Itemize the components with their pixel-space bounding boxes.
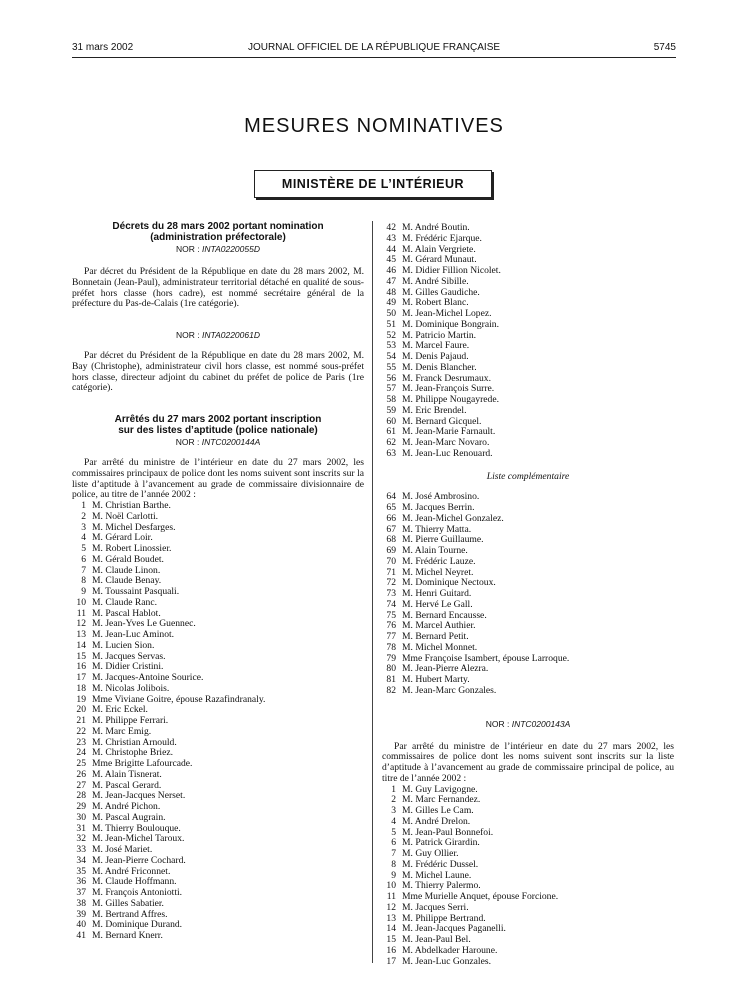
- list-item-number: 43: [386, 232, 396, 244]
- list-item-name: M. Bernard Gicquel.: [402, 415, 482, 427]
- list-item: [382, 946, 674, 957]
- list-item-number: 15: [386, 934, 396, 945]
- list-item-name: M. André Sibille.: [402, 275, 469, 287]
- list-item-number: 20: [76, 704, 86, 716]
- list-item-number: 13: [386, 912, 396, 924]
- list-item-number: 54: [386, 351, 396, 362]
- list-item-name: M. Claude Benay.: [92, 575, 162, 587]
- list-item: [382, 363, 674, 374]
- list-item-number: 34: [76, 854, 86, 866]
- list-item-number: 70: [386, 555, 396, 567]
- list-item-name: M. Robert Linossier.: [92, 543, 172, 554]
- header-journal-title: JOURNAL OFFICIEL DE LA RÉPUBLIQUE FRANÇAISE: [247, 42, 501, 53]
- list-item-number: 47: [386, 275, 396, 287]
- list-item-name: M. Jean-Pierre Cochard.: [92, 854, 186, 866]
- list-item-name: M. Dominique Durand.: [92, 919, 183, 931]
- list-item-name: M. Jean-Jacques Paganelli.: [402, 923, 506, 935]
- list-item-name: M. Jean-Paul Bel.: [402, 934, 471, 945]
- list-item-number: 26: [76, 768, 86, 780]
- list-item-name: M. Christophe Briez.: [92, 747, 174, 759]
- list-item-name: M. Michel Monnet.: [402, 641, 478, 653]
- list-item-name: M. Gérard Munaut.: [402, 254, 477, 266]
- list-item-name: M. Dominique Nectoux.: [402, 577, 496, 589]
- list-item-number: 6: [391, 837, 396, 849]
- list-item-number: 6: [81, 553, 86, 565]
- list-item-name: M. Gilles Le Cam.: [402, 805, 474, 816]
- list-item: [382, 449, 674, 460]
- list-item-name: M. Christian Barthe.: [92, 500, 171, 511]
- list-item: [382, 860, 674, 871]
- list-item-name: M. Jean-Marie Farnault.: [402, 426, 496, 438]
- list-item: [382, 406, 674, 417]
- list-item-name: M. Jacques-Antoine Sourice.: [92, 672, 204, 683]
- list-item-name: M. André Pichon.: [92, 801, 161, 812]
- page-title: MESURES NOMINATIVES: [244, 115, 504, 137]
- list-item-name: M. Philippe Nougayrede.: [402, 394, 499, 405]
- nor-reference: [72, 330, 364, 341]
- list-item-name: M. Frédéric Ejarque.: [402, 232, 482, 244]
- list-item-number: 63: [386, 447, 396, 459]
- list-item-number: 31: [76, 822, 86, 834]
- list-item-name: M. Bernard Petit.: [402, 631, 469, 642]
- list-item-name: M. Jean-Michel Gonzalez.: [402, 512, 504, 524]
- list-item-number: 29: [76, 801, 86, 812]
- nor-label: NOR :: [176, 330, 200, 340]
- list-item-name: M. Marc Emig.: [92, 725, 152, 737]
- list-item-name: M. Gilles Sabatier.: [92, 897, 164, 909]
- list-item-number: 15: [76, 650, 86, 662]
- list-item-number: 45: [386, 254, 396, 266]
- list-item: [72, 899, 364, 910]
- list-item-name: M. Jean-Paul Bonnefoi.: [402, 826, 494, 838]
- list-item-number: 44: [386, 243, 396, 255]
- section-title: Décrets du 28 mars 2002 portant nomination: [112, 221, 324, 232]
- list-item-name: M. André Friconnet.: [92, 865, 171, 877]
- list-item-name: M. Michel Laune.: [402, 869, 472, 881]
- list-item-number: 66: [386, 512, 396, 524]
- list-item-name: M. Robert Blanc.: [402, 297, 469, 309]
- list-item-name: M. Denis Pajaud.: [402, 351, 469, 362]
- list-item-number: 2: [81, 510, 86, 522]
- list-item-number: 36: [76, 876, 86, 888]
- nor-code: INTC0200144A: [201, 437, 261, 447]
- section-title: Arrêtés du 27 mars 2002 portant inscription: [114, 414, 322, 425]
- header-date: 31 mars 2002: [72, 42, 134, 53]
- list-item-name: Mme Viviane Goitre, épouse Razafindranaly.: [92, 693, 266, 705]
- list-item-number: 3: [391, 805, 396, 816]
- list-item-number: 61: [386, 426, 396, 438]
- list-item: [382, 320, 674, 331]
- list-item-number: 76: [386, 620, 396, 632]
- list-item-number: 40: [76, 919, 86, 931]
- list-item-number: 74: [386, 598, 396, 610]
- nor-label: NOR :: [176, 244, 200, 254]
- nor-reference: [382, 719, 674, 730]
- list-item-name: M. Claude Hoffmann.: [92, 876, 177, 888]
- list-item-name: M. Nicolas Jolibois.: [92, 682, 170, 694]
- list-item-name: M. Christian Arnould.: [92, 736, 177, 748]
- list-item-name: M. Franck Desrumaux.: [402, 372, 491, 384]
- section-title-line-2: sur des listes d’aptitude (police nationale): [118, 425, 318, 436]
- list-item-number: 75: [386, 609, 396, 621]
- list-item-name: M. Jean-Luc Renouard.: [402, 447, 493, 459]
- list-item-name: M. Thierry Matta.: [402, 523, 472, 535]
- running-header: [72, 42, 676, 56]
- nor-code: INTA0220055D: [202, 244, 260, 254]
- list-item-name: M. Hervé Le Gall.: [402, 598, 473, 610]
- list-item-number: 10: [76, 596, 86, 608]
- list-item-name: Mme Brigitte Lafourcade.: [92, 758, 193, 769]
- list-item-name: M. Alain Vergriete.: [402, 243, 476, 255]
- list-item-name: M. Jean-François Surre.: [402, 383, 495, 395]
- list-item-number: 3: [81, 521, 86, 533]
- list-item-name: M. Alain Tourne.: [402, 545, 468, 556]
- right-column: [382, 223, 674, 967]
- list-item-name: M. Lucien Sion.: [92, 639, 155, 651]
- list-item-name: M. Pierre Guillaume.: [402, 534, 484, 546]
- list-item-name: M. Thierry Palermo.: [402, 880, 481, 892]
- list-item-name: M. André Boutin.: [402, 222, 470, 233]
- list-item-name: M. Pascal Gerard.: [92, 779, 162, 791]
- list-item-name: M. José Ambrosino.: [402, 491, 480, 503]
- list-item-name: M. Jean-Jacques Nerset.: [92, 790, 186, 802]
- list-item-number: 8: [81, 575, 86, 587]
- list-item-number: 71: [386, 566, 396, 578]
- ministry-box: MINISTÈRE DE L’INTÉRIEUR: [254, 170, 492, 198]
- list-item-number: 60: [386, 415, 396, 427]
- list-item-name: Mme Murielle Anquet, épouse Forcione.: [402, 891, 559, 902]
- list-item-number: 73: [386, 588, 396, 599]
- list-item: [72, 684, 364, 695]
- arrete-paragraph: Par arrêté du ministre de l’intérieur en date du 27 mars 2002, les commissaires de police dont les noms suivent sont inscrits sur la liste d’aptitude à l’avancement au grade de commissaire principal de police, au titre de l’année 2002 :: [382, 740, 674, 784]
- list-item-number: 1: [391, 783, 396, 795]
- section-title-line-2: (administration préfectorale): [150, 232, 286, 243]
- list-item-name: M. Henri Guitard.: [402, 588, 472, 599]
- list-item-number: 10: [386, 880, 396, 892]
- list-item-number: 67: [386, 523, 396, 535]
- list-item-number: 42: [386, 222, 396, 233]
- list-item-number: 59: [386, 404, 396, 416]
- nor-reference: [72, 437, 364, 448]
- list-item-name: M. Toussaint Pasquali.: [92, 586, 180, 597]
- list-item-number: 37: [76, 887, 86, 898]
- list-item-name: M. Pascal Hablot.: [92, 607, 161, 619]
- list-item-name: M. Patricio Martin.: [402, 329, 477, 341]
- list-item-name: M. André Drelon.: [402, 815, 471, 827]
- list-item-number: 81: [386, 674, 396, 685]
- list-item: [382, 903, 674, 914]
- aptitude-list: [72, 501, 364, 942]
- list-item-number: 17: [76, 672, 86, 683]
- nor-code: INTA0220061D: [202, 330, 260, 340]
- list-item-number: 24: [76, 747, 86, 759]
- list-item-number: 48: [386, 286, 396, 298]
- list-item-number: 23: [76, 736, 86, 748]
- header-page-number: 5745: [653, 42, 676, 53]
- list-item-number: 9: [391, 869, 396, 881]
- nor-reference: [72, 244, 364, 255]
- list-item-name: M. Jean-Michel Lopez.: [402, 308, 492, 319]
- list-item-number: 4: [81, 532, 86, 544]
- list-item-name: M. Bertrand Affres.: [92, 908, 168, 920]
- arrete-paragraph: Par arrêté du ministre de l’intérieur en date du 27 mars 2002, les commissaires principaux de police dont les noms suivent sont inscrits sur la liste d’aptitude à l’avancement au grade de commissaire divisionnaire de police, au titre de l’année 2002 :: [72, 457, 364, 501]
- nor-label: NOR :: [175, 437, 200, 447]
- left-column: [72, 221, 364, 942]
- list-item-number: 78: [386, 641, 396, 653]
- list-item-name: M. Bernard Encausse.: [402, 609, 487, 621]
- list-item-number: 82: [386, 684, 396, 696]
- list-item-number: 4: [391, 815, 396, 827]
- list-item-number: 46: [386, 265, 396, 276]
- list-item: [72, 512, 364, 523]
- complementary-list: [382, 492, 674, 696]
- list-item: [72, 641, 364, 652]
- header-rule: [72, 57, 676, 58]
- list-item-name: M. Noël Carlotti.: [92, 510, 159, 522]
- list-item-name: M. Gérald Boudet.: [92, 553, 164, 565]
- list-item: [72, 598, 364, 609]
- list-item-name: M. Jean-Marc Novaro.: [402, 437, 490, 448]
- list-item-name: M. Michel Neyret.: [402, 566, 474, 578]
- list-item-number: 56: [386, 372, 396, 384]
- list-item-name: M. Jean-Marc Gonzales.: [402, 684, 497, 696]
- list-item-number: 33: [76, 844, 86, 855]
- list-item-name: M. Guy Ollier.: [402, 848, 459, 859]
- list-item-number: 49: [386, 297, 396, 309]
- list-item-name: M. Claude Linon.: [92, 564, 161, 576]
- list-item: [382, 957, 674, 968]
- list-item-name: M. Jean-Yves Le Guennec.: [92, 618, 196, 630]
- principal-aptitude-list: [382, 785, 674, 968]
- list-item-number: 25: [76, 758, 86, 769]
- list-item: [382, 234, 674, 245]
- list-item-number: 19: [76, 693, 86, 705]
- list-item-name: M. Dominique Bongrain.: [402, 318, 499, 330]
- list-item-number: 64: [386, 491, 396, 503]
- list-item-number: 79: [386, 652, 396, 664]
- list-item-name: M. Jacques Berrin.: [402, 502, 475, 513]
- list-item-name: M. Patrick Girardin.: [402, 837, 480, 849]
- list-item: [72, 931, 364, 942]
- decree-paragraph: Par décret du Président de la République en date du 28 mars 2002, M. Bonnetain (Jean-Paul), administrateur territorial détaché en qualité de sous-préfet hors classe (hors cadre), est nommé secrétaire général de la préfecture du Pas-de-Calais (1re catégorie).: [72, 266, 364, 310]
- decree-paragraph: Par décret du Président de la République en date du 28 mars 2002, M. Bay (Christophe), administrateur civil hors classe, est nommé sous-préfet hors classe, directeur adjoint du cabinet du préfet de police de Paris (1re catégorie).: [72, 350, 364, 394]
- list-item-number: 1: [81, 500, 86, 511]
- list-item-number: 80: [386, 663, 396, 675]
- list-item-number: 57: [386, 383, 396, 395]
- list-item-name: Mme Françoise Isambert, épouse Larroque.: [402, 652, 570, 664]
- list-item-number: 27: [76, 779, 86, 791]
- list-item-number: 50: [386, 308, 396, 319]
- list-item-number: 52: [386, 329, 396, 341]
- list-item-name: M. Claude Ranc.: [92, 596, 158, 608]
- list-item: [382, 686, 674, 697]
- list-item-name: M. Jean-Michel Taroux.: [92, 833, 185, 845]
- list-item-number: 8: [391, 858, 396, 870]
- nor-label: NOR :: [485, 718, 510, 729]
- list-item-number: 35: [76, 865, 86, 877]
- list-item-number: 14: [76, 639, 86, 651]
- list-item: [72, 813, 364, 824]
- list-item: [382, 514, 674, 525]
- list-item-name: M. Philippe Ferrari.: [92, 715, 169, 726]
- list-item-number: 41: [76, 930, 86, 941]
- list-item-number: 9: [81, 586, 86, 597]
- list-item-number: 22: [76, 725, 86, 737]
- list-item: [72, 727, 364, 738]
- list-item-name: M. Jacques Serri.: [402, 901, 469, 913]
- list-item-name: M. Marcel Authier.: [402, 620, 476, 632]
- aptitude-list-continued: [382, 223, 674, 460]
- list-item-name: M. Bernard Knerr.: [92, 930, 163, 941]
- list-item: [382, 600, 674, 611]
- list-item-number: 72: [386, 577, 396, 589]
- list-item-name: M. Frédéric Lauze.: [402, 555, 476, 567]
- list-item-name: M. Philippe Bertrand.: [402, 912, 486, 924]
- list-item-name: M. Jean-Luc Gonzales.: [402, 955, 491, 967]
- list-item: [382, 643, 674, 654]
- list-item-number: 17: [386, 955, 396, 967]
- list-item-number: 38: [76, 897, 86, 909]
- list-item-name: M. Gilles Gaudiche.: [402, 286, 480, 298]
- list-item-number: 39: [76, 908, 86, 920]
- list-item-name: M. José Mariet.: [92, 844, 153, 855]
- list-item-name: M. Pascal Augrain.: [92, 811, 166, 823]
- list-item: [72, 555, 364, 566]
- list-item-name: M. Michel Desfarges.: [92, 521, 176, 533]
- list-item-name: M. Marc Fernandez.: [402, 794, 481, 806]
- list-item-number: 5: [391, 826, 396, 838]
- list-item-number: 11: [386, 891, 396, 902]
- list-item-name: M. Alain Tisnerat.: [92, 768, 162, 780]
- list-item-number: 62: [386, 437, 396, 448]
- list-item-number: 16: [76, 661, 86, 673]
- list-item-name: M. Jean-Pierre Alezra.: [402, 663, 489, 675]
- list-item-number: 32: [76, 833, 86, 845]
- list-item: [382, 557, 674, 568]
- list-subheading: Liste complémentaire: [486, 470, 570, 482]
- list-item-number: 55: [386, 361, 396, 373]
- list-item-number: 11: [76, 607, 86, 619]
- list-item-name: M. Eric Brendel.: [402, 404, 467, 416]
- list-item-name: M. Didier Fillion Nicolet.: [402, 265, 501, 276]
- list-item: [382, 817, 674, 828]
- list-item-name: M. Abdelkader Haroune.: [402, 944, 498, 956]
- list-item-number: 53: [386, 340, 396, 352]
- list-item-number: 51: [386, 318, 396, 330]
- list-item-name: M. Thierry Boulouque.: [92, 822, 181, 834]
- list-item-name: M. Gérard Loir.: [92, 532, 153, 544]
- list-item-name: M. Guy Lavigogne.: [402, 783, 478, 795]
- list-item-number: 14: [386, 923, 396, 935]
- list-item-number: 12: [76, 618, 86, 630]
- list-item-number: 13: [76, 629, 86, 640]
- list-item-number: 18: [76, 682, 86, 694]
- column-separator: [372, 221, 373, 963]
- list-item-number: 16: [386, 944, 396, 956]
- list-item: [72, 856, 364, 867]
- list-item-number: 5: [81, 543, 86, 554]
- list-item-number: 7: [81, 564, 86, 576]
- nor-code: INTC0200143A: [511, 718, 571, 729]
- list-item-number: 68: [386, 534, 396, 546]
- list-item-name: M. Eric Eckel.: [92, 704, 148, 716]
- list-item-name: M. Marcel Faure.: [402, 340, 470, 352]
- list-item-number: 77: [386, 631, 396, 642]
- list-item-number: 30: [76, 811, 86, 823]
- list-item: [382, 277, 674, 288]
- list-item-number: 69: [386, 545, 396, 556]
- list-item-name: M. Jacques Servas.: [92, 650, 166, 662]
- list-item-number: 28: [76, 790, 86, 802]
- list-item-name: M. Jean-Luc Aminot.: [92, 629, 175, 640]
- list-item-number: 2: [391, 794, 396, 806]
- list-item-name: M. Didier Cristini.: [92, 661, 164, 673]
- list-item-name: M. Frédéric Dussel.: [402, 858, 479, 870]
- list-item-name: M. Denis Blancher.: [402, 361, 477, 373]
- list-item-number: 12: [386, 901, 396, 913]
- list-item-name: M. François Antoniotti.: [92, 887, 183, 898]
- list-item: [72, 770, 364, 781]
- list-item-name: M. Hubert Marty.: [402, 674, 470, 685]
- list-item-number: 21: [76, 715, 86, 726]
- list-item-number: 65: [386, 502, 396, 513]
- list-item-number: 7: [391, 848, 396, 859]
- list-item-number: 58: [386, 394, 396, 405]
